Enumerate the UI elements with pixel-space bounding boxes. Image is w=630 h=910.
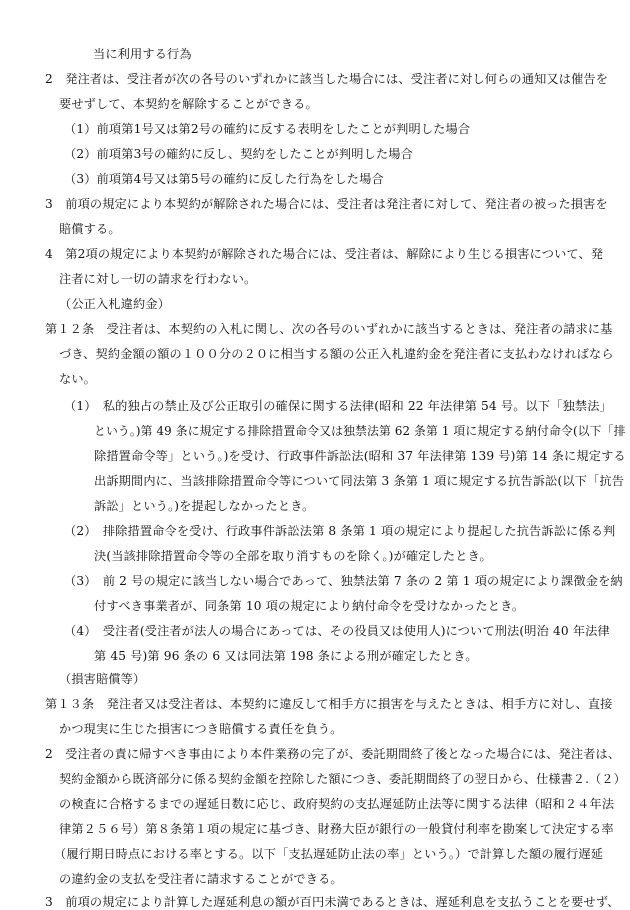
section-heading: （損害賠償等） [59, 672, 146, 686]
text-line: ない。 [59, 372, 97, 386]
text-line: 訴訟」という。)を提起しなかったとき。 [94, 499, 315, 513]
text-line: づき、契約金額の額の１００分の２０に相当する額の公正入札違約金を発注者に支払わなければなら [59, 347, 614, 361]
text-line: （2）前項第3号の確約に反し、契約をしたことが判明した場合 [64, 147, 413, 161]
text-line: 契約金額から既済部分に係る契約金額を控除した額につき、委託期間終了の翌日から、仕様書２.（２） [59, 772, 626, 786]
text-line: （4） 受注者(受注者が法人の場合にあっては、その役員又は使用人)について刑法(明治 40 年法律 [64, 624, 610, 638]
text-line: 4 第2項の規定により本契約が解除された場合には、受注者は、解除により生じる損害について、発 [45, 247, 604, 261]
text-line: の違約金の支払を受注者に請求することができる。 [59, 872, 343, 886]
text-line: 第 45 号)第 96 条の 6 又は同法第 198 条による刑が確定したとき。 [94, 649, 478, 663]
article-heading: 第１２条 受注者は、本契約の入札に関し、次の各号のいずれかに該当するときは、発注者の請求に基 [45, 322, 613, 336]
text-line: 除措置命令等」という。)を受け、行政事件訴訟法(昭和 37 年法律第 139 号)第 14 条に規定する [94, 449, 626, 463]
text-line: 決(当該排除措置命令等の全部を取り消すものを除く。)が確定したとき。 [94, 549, 492, 563]
section-heading: （公正入札違約金） [59, 297, 171, 311]
text-line: （2） 排除措置命令を受け、行政事件訴訟法第 8 条第 1 項の規定により提起した抗告訴訟に係る判 [64, 524, 616, 538]
text-line: 3 前項の規定により計算した遅延利息の額が百円未満であるときは、遅延利息を支払うことを要せず、 [45, 895, 620, 909]
text-line: （3） 前 2 号の規定に該当しない場合であって、独禁法第 7 条の 2 第 1 項の規定により課徴金を納 [64, 574, 623, 588]
text-line: 当に利用する行為 [93, 47, 192, 61]
text-line: 2 受注者の責に帰すべき事由により本件業務の完了が、委託期間終了後となった場合には、発注者は、 [45, 747, 621, 761]
text-line: 出訴期間内に、当該排除措置命令等について同法第 3 条第 1 項に規定する抗告訴訟(以下「抗告 [94, 474, 625, 488]
text-line: 注者に対し一切の請求を行わない。 [59, 272, 257, 286]
text-line: の検査に合格するまでの遅延日数に応じ、政府契約の支払遅延防止法等に関する法律（昭和２４年法 [59, 797, 615, 811]
text-line: 賠償する。 [59, 222, 121, 236]
text-line: 要せずして、本契約を解除することができる。 [59, 97, 318, 111]
text-line: 3 前項の規定により本契約が解除された場合には、受注者は発注者に対して、発注者の被った損害を [45, 197, 608, 211]
text-line: 2 発注者は、受注者が次の各号のいずれかに該当した場合には、受注者に対し何らの通知又は催告を [45, 72, 609, 86]
text-line: かつ現実に生じた損害につき賠償する責任を負う。 [59, 722, 343, 736]
text-line: （履行期日時点における率とする。以下「支払遅延防止法の率」という。）で計算した額の履行遅延 [54, 847, 604, 861]
text-line: （3）前項第4号又は第5号の確約に反した行為をした場合 [64, 172, 384, 186]
text-line: 律第２５６号）第８条第１項の規定に基づき、財務大臣が銀行の一般貸付利率を勘案して決定する率 [59, 822, 614, 836]
text-line: （1） 私的独占の禁止及び公正取引の確保に関する法律(昭和 22 年法律第 54 号。以下「独禁法」 [64, 399, 612, 413]
text-line: という。)第 49 条に規定する排除措置命令又は独禁法第 62 条第 1 項に規定する納付命令(以下「排 [94, 424, 626, 438]
text-line: （1）前項第1号又は第2号の確約に反する表明をしたことが判明した場合 [64, 122, 471, 136]
article-heading: 第１３条 発注者又は受注者は、本契約に違反して相手方に損害を与えたときは、相手方に対し、直接 [45, 697, 613, 711]
text-line: 付すべき事業者が、同条第 10 項の規定により納付命令を受けなかったとき。 [94, 599, 525, 613]
